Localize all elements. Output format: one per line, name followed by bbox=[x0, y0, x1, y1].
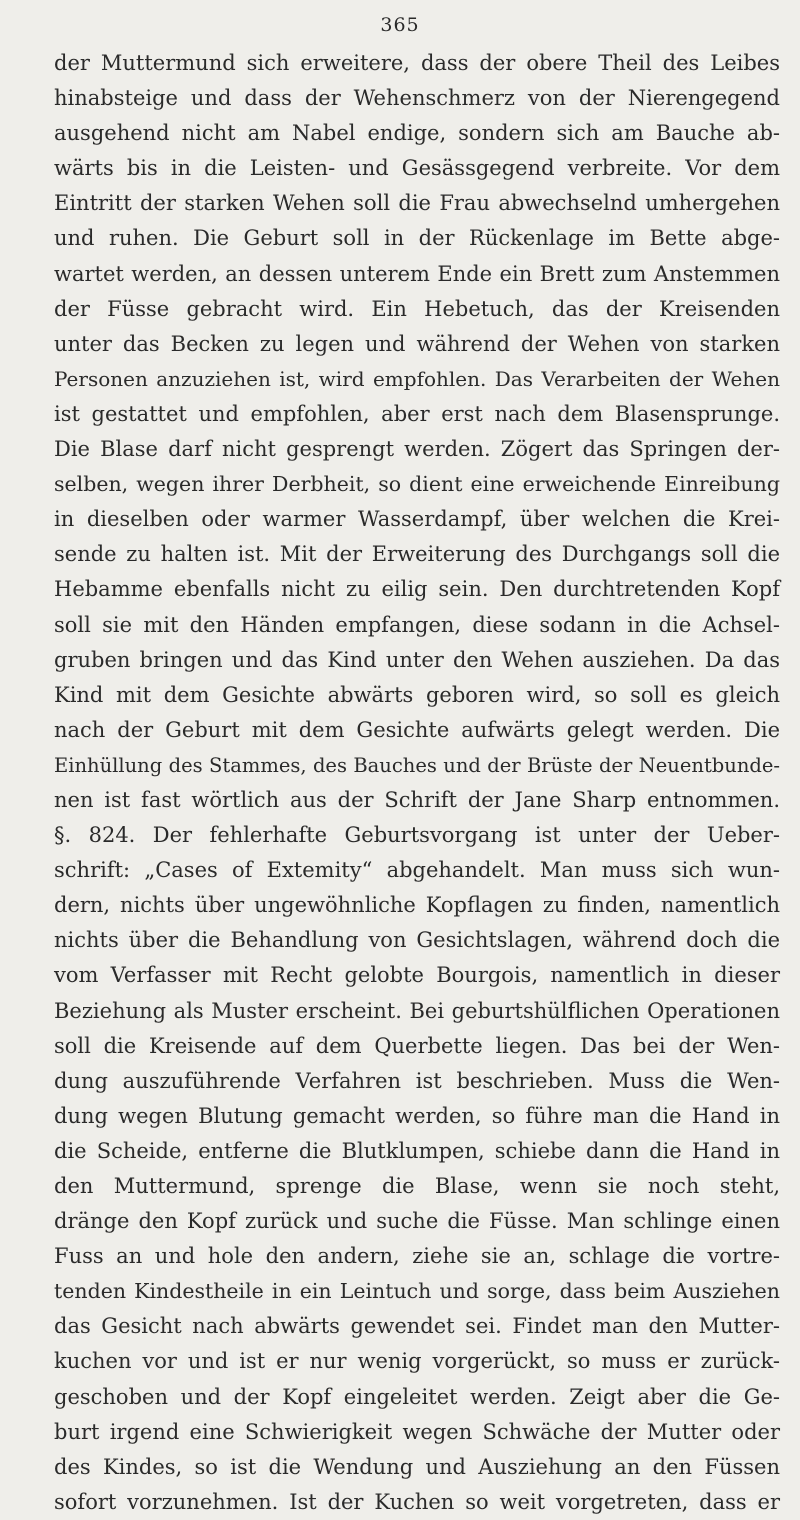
text-line: sofort vorzunehmen. Ist der Kuchen so weit vorgetreten, dass er bbox=[54, 1489, 780, 1514]
text-line: in dieselben oder warmer Wasserdampf, über welchen die Krei- bbox=[54, 507, 780, 532]
text-line: hinabsteige und dass der Wehenschmerz von der Nierengegend bbox=[54, 86, 780, 111]
text-line: Fuss an und hole den andern, ziehe sie an, schlage die vortre- bbox=[54, 1244, 780, 1269]
text-line: den Muttermund, sprenge die Blase, wenn sie noch steht, bbox=[54, 1174, 780, 1198]
page-number: 365 bbox=[380, 14, 420, 36]
text-line: dung wegen Blutung gemacht werden, so führe man die Hand in bbox=[54, 1103, 780, 1128]
text-line: §. 824. Der fehlerhafte Geburtsvorgang ist unter der Ueber- bbox=[54, 823, 780, 848]
text-line: unter das Becken zu legen und während der Wehen von starken bbox=[54, 331, 780, 356]
text-line: dern, nichts über ungewöhnliche Kopflagen zu finden, namentlich bbox=[54, 893, 780, 918]
text-line: der Füsse gebracht wird. Ein Hebetuch, das der Kreisenden bbox=[54, 296, 780, 321]
text-line: nen ist fast wörtlich aus der Schrift der Jane Sharp entnommen. bbox=[54, 787, 780, 812]
text-line: kuchen vor und ist er nur wenig vorgerückt, so muss er zurück- bbox=[54, 1349, 780, 1374]
text-line: nach der Geburt mit dem Gesichte aufwärts gelegt werden. Die bbox=[54, 717, 780, 742]
text-line: burt irgend eine Schwierigkeit wegen Schwäche der Mutter oder bbox=[54, 1419, 780, 1444]
text-line: ist gestattet und empfohlen, aber erst nach dem Blasensprunge. bbox=[54, 401, 780, 426]
text-line: Personen anzuziehen ist, wird empfohlen. Das Verarbeiten der Wehen bbox=[54, 366, 780, 391]
text-line: sende zu halten ist. Mit der Erweiterung des Durchgangs soll die bbox=[54, 542, 780, 567]
text-line: geschoben und der Kopf eingeleitet werden. Zeigt aber die Ge- bbox=[54, 1384, 780, 1409]
text-line: nichts über die Behandlung von Gesichtslagen, während doch die bbox=[54, 928, 780, 953]
text-line: und ruhen. Die Geburt soll in der Rückenlage im Bette abge- bbox=[54, 226, 780, 251]
text-line: dränge den Kopf zurück und suche die Füsse. Man schlinge einen bbox=[54, 1209, 780, 1234]
text-line: Beziehung als Muster erscheint. Bei geburtshülflichen Operationen bbox=[54, 998, 780, 1023]
text-line: des Kindes, so ist die Wendung und Ausziehung an den Füssen bbox=[54, 1454, 780, 1479]
text-line: das Gesicht nach abwärts gewendet sei. Findet man den Mutter- bbox=[54, 1314, 780, 1339]
text-line: selben, wegen ihrer Derbheit, so dient eine erweichende Einreibung bbox=[54, 472, 780, 497]
body-text bbox=[54, 46, 780, 1520]
text-line: der Muttermund sich erweitere, dass der obere Theil des Leibes bbox=[54, 51, 780, 75]
text-line: Die Blase darf nicht gesprengt werden. Zögert das Springen der- bbox=[54, 437, 780, 462]
text-line: tenden Kindestheile in ein Leintuch und sorge, dass beim Ausziehen bbox=[54, 1279, 780, 1304]
text-line: dung auszuführende Verfahren ist beschrieben. Muss die Wen- bbox=[54, 1068, 780, 1093]
text-line: schrift: „Cases of Extemity“ abgehandelt. Man muss sich wun- bbox=[54, 858, 780, 883]
text-line: gruben bringen und das Kind unter den Wehen ausziehen. Da das bbox=[54, 647, 780, 672]
text-line: ausgehend nicht am Nabel endige, sondern sich am Bauche ab- bbox=[54, 121, 780, 146]
text-line: Einhüllung des Stammes, des Bauches und der Brüste der Neuentbunde- bbox=[54, 753, 780, 777]
text-line: Kind mit dem Gesichte abwärts geboren wird, so soll es gleich bbox=[54, 682, 780, 707]
text-line: die Scheide, entferne die Blutklumpen, schiebe dann die Hand in bbox=[54, 1138, 780, 1163]
text-line: soll sie mit den Händen empfangen, diese sodann in die Achsel- bbox=[54, 612, 780, 637]
text-line: soll die Kreisende auf dem Querbette liegen. Das bei der Wen- bbox=[54, 1033, 780, 1058]
text-line: Hebamme ebenfalls nicht zu eilig sein. Den durchtretenden Kopf bbox=[54, 577, 780, 602]
text-line: Eintritt der starken Wehen soll die Frau abwechselnd umhergehen bbox=[54, 191, 780, 216]
text-line: wärts bis in die Leisten- und Gesässgegend verbreite. Vor dem bbox=[54, 156, 780, 181]
text-line: wartet werden, an dessen unterem Ende ein Brett zum Anstemmen bbox=[54, 261, 780, 286]
text-line: vom Verfasser mit Recht gelobte Bourgois, namentlich in dieser bbox=[54, 963, 780, 988]
